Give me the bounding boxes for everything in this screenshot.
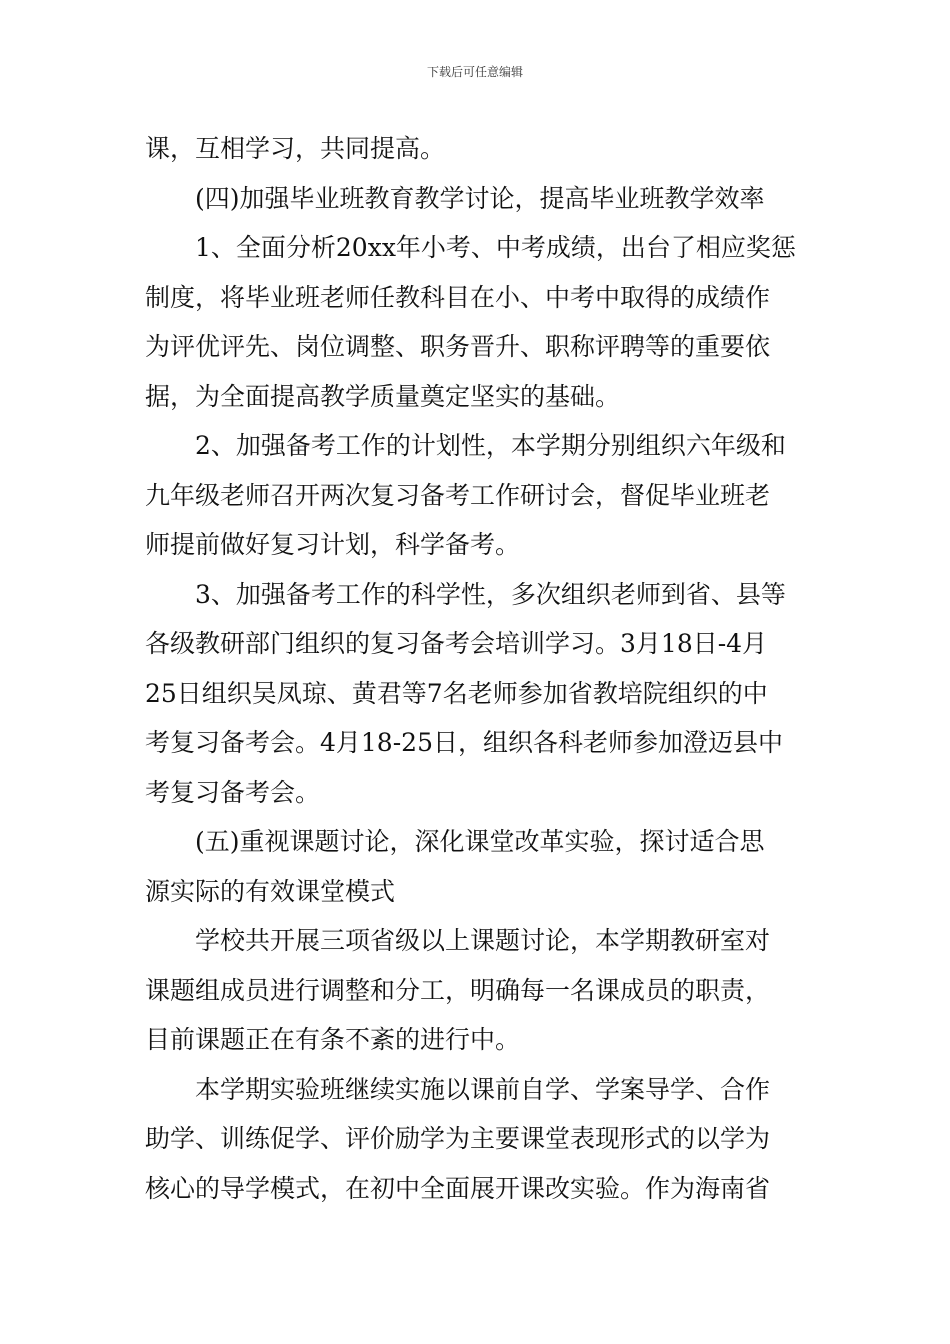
text-line: 课题组成员进行调整和分工，明确每一名课成员的职责， <box>145 975 771 1005</box>
text-line: (四)加强毕业班教育教学讨论，提高毕业班教学效率 <box>195 183 765 213</box>
text-line: 考复习备考会。 <box>145 777 321 807</box>
text-line: 课，互相学习，共同提高。 <box>145 134 446 163</box>
text-line: 2、加强备考工作的计划性，本学期分别组织六年级和 <box>195 431 786 460</box>
document-body <box>145 124 810 1213</box>
text-line: 据，为全面提高教学质量奠定坚实的基础。 <box>145 381 621 411</box>
text-line: 学校共开展三项省级以上课题讨论，本学期教研室对 <box>195 926 771 955</box>
text-line: 考复习备考会。4月18-25日，组织各科老师参加澄迈县中 <box>145 728 783 757</box>
text-line: 各级教研部门组织的复习备考会培训学习。3月18日-4月 <box>145 629 768 658</box>
text-line: 师提前做好复习计划，科学备考。 <box>145 530 521 559</box>
text-line: 3、加强备考工作的科学性，多次组织老师到省、县等 <box>195 579 786 609</box>
text-line: 核心的导学模式，在初中全面展开课改实验。作为海南省 <box>145 1173 771 1203</box>
text-line: (五)重视课题讨论，深化课堂改革实验，探讨适合思 <box>195 827 765 856</box>
text-line: 制度，将毕业班老师任教科目在小、中考中取得的成绩作 <box>145 282 771 312</box>
text-line: 1、全面分析20xx年小考、中考成绩，出台了相应奖惩 <box>195 233 796 262</box>
text-line: 助学、训练促学、评价励学为主要课堂表现形式的以学为 <box>145 1124 771 1153</box>
page-header: 下载后可任意编辑 <box>426 65 523 79</box>
text-line: 为评优评先、岗位调整、职务晋升、职称评聘等的重要依 <box>145 332 771 361</box>
text-line: 源实际的有效课堂模式 <box>145 876 396 906</box>
text-line: 目前课题正在有条不紊的进行中。 <box>145 1025 521 1054</box>
text-line: 25日组织吴凤琼、黄君等7名老师参加省教培院组织的中 <box>145 678 768 708</box>
text-line: 本学期实验班继续实施以课前自学、学案导学、合作 <box>195 1074 771 1104</box>
text-line: 九年级老师召开两次复习备考工作研讨会，督促毕业班老 <box>145 480 771 510</box>
